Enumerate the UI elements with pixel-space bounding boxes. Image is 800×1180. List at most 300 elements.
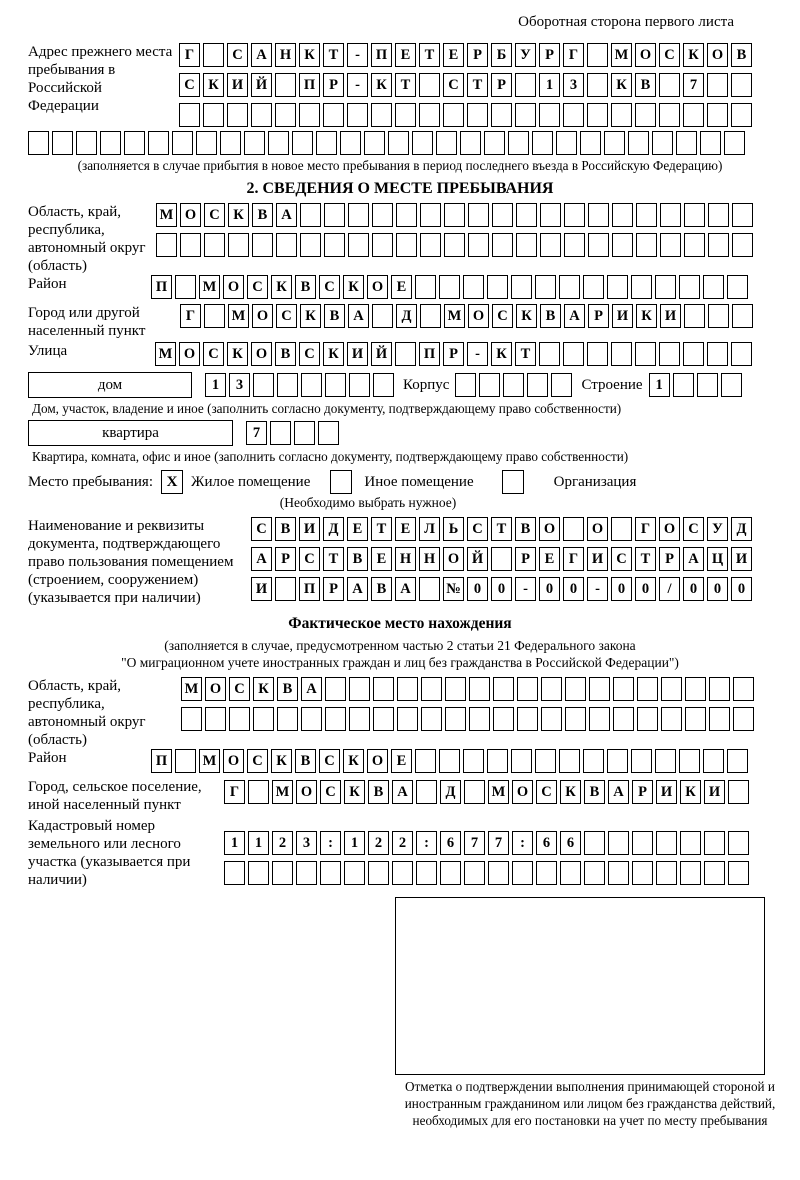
char-cell[interactable]: О bbox=[539, 517, 560, 541]
char-cell[interactable] bbox=[443, 103, 464, 127]
char-cell[interactable]: А bbox=[564, 304, 585, 328]
char-cell[interactable]: С bbox=[320, 780, 341, 804]
char-cell[interactable]: К bbox=[560, 780, 581, 804]
char-cell[interactable] bbox=[324, 233, 345, 257]
char-cell[interactable] bbox=[511, 749, 532, 773]
char-cell[interactable]: Н bbox=[275, 43, 296, 67]
char-cell[interactable]: А bbox=[395, 577, 416, 601]
char-cell[interactable]: О bbox=[296, 780, 317, 804]
char-cell[interactable]: О bbox=[512, 780, 533, 804]
char-cell[interactable]: О bbox=[223, 749, 244, 773]
char-cell[interactable]: С bbox=[611, 547, 632, 571]
char-cell[interactable]: 6 bbox=[536, 831, 557, 855]
char-cell[interactable] bbox=[527, 373, 548, 397]
char-cell[interactable]: Д bbox=[323, 517, 344, 541]
char-cell[interactable] bbox=[464, 861, 485, 885]
char-cell[interactable]: Д bbox=[396, 304, 417, 328]
char-cell[interactable] bbox=[296, 861, 317, 885]
char-cell[interactable] bbox=[412, 131, 433, 155]
char-cell[interactable]: 7 bbox=[683, 73, 704, 97]
char-cell[interactable] bbox=[275, 103, 296, 127]
char-cell[interactable]: К bbox=[299, 43, 320, 67]
char-cell[interactable]: С bbox=[319, 275, 340, 299]
char-cell[interactable]: К bbox=[300, 304, 321, 328]
actual-city-row[interactable] bbox=[224, 780, 749, 804]
actual-region-row-2[interactable] bbox=[181, 707, 754, 731]
char-cell[interactable]: А bbox=[347, 577, 368, 601]
city-row[interactable] bbox=[180, 304, 753, 328]
char-cell[interactable] bbox=[464, 780, 485, 804]
char-cell[interactable]: Е bbox=[391, 275, 412, 299]
char-cell[interactable] bbox=[179, 103, 200, 127]
char-cell[interactable]: Р bbox=[588, 304, 609, 328]
char-cell[interactable]: С bbox=[251, 517, 272, 541]
char-cell[interactable]: Г bbox=[224, 780, 245, 804]
char-cell[interactable] bbox=[416, 780, 437, 804]
char-cell[interactable] bbox=[277, 373, 298, 397]
char-cell[interactable]: 6 bbox=[440, 831, 461, 855]
char-cell[interactable]: О bbox=[635, 43, 656, 67]
char-cell[interactable]: 0 bbox=[707, 577, 728, 601]
char-cell[interactable] bbox=[227, 103, 248, 127]
stay-type-organization-checkbox[interactable] bbox=[502, 470, 524, 494]
char-cell[interactable]: О bbox=[180, 203, 201, 227]
stroenie-boxes[interactable] bbox=[649, 373, 742, 397]
stay-type-other-checkbox[interactable] bbox=[330, 470, 352, 494]
char-cell[interactable] bbox=[709, 707, 730, 731]
char-cell[interactable]: № bbox=[443, 577, 464, 601]
char-cell[interactable] bbox=[703, 275, 724, 299]
char-cell[interactable] bbox=[300, 233, 321, 257]
char-cell[interactable]: К bbox=[636, 304, 657, 328]
char-cell[interactable] bbox=[493, 677, 514, 701]
char-cell[interactable] bbox=[484, 131, 505, 155]
char-cell[interactable] bbox=[532, 131, 553, 155]
char-cell[interactable]: С bbox=[247, 749, 268, 773]
actual-district-row[interactable] bbox=[151, 749, 748, 773]
char-cell[interactable]: Т bbox=[323, 547, 344, 571]
char-cell[interactable]: В bbox=[635, 73, 656, 97]
char-cell[interactable] bbox=[276, 233, 297, 257]
char-cell[interactable] bbox=[372, 203, 393, 227]
char-cell[interactable] bbox=[676, 131, 697, 155]
char-cell[interactable] bbox=[732, 203, 753, 227]
korpus-boxes[interactable] bbox=[455, 373, 572, 397]
char-cell[interactable]: К bbox=[253, 677, 274, 701]
char-cell[interactable]: В bbox=[584, 780, 605, 804]
char-cell[interactable] bbox=[515, 103, 536, 127]
street-row[interactable] bbox=[155, 342, 752, 366]
char-cell[interactable]: И bbox=[656, 780, 677, 804]
actual-region-row-1[interactable] bbox=[181, 677, 754, 701]
char-cell[interactable]: О bbox=[179, 342, 200, 366]
char-cell[interactable]: К bbox=[516, 304, 537, 328]
document-row-2[interactable] bbox=[251, 547, 752, 571]
char-cell[interactable] bbox=[583, 749, 604, 773]
char-cell[interactable] bbox=[248, 861, 269, 885]
char-cell[interactable] bbox=[655, 275, 676, 299]
char-cell[interactable] bbox=[559, 749, 580, 773]
char-cell[interactable] bbox=[564, 203, 585, 227]
char-cell[interactable] bbox=[488, 861, 509, 885]
char-cell[interactable] bbox=[565, 677, 586, 701]
char-cell[interactable] bbox=[436, 131, 457, 155]
char-cell[interactable] bbox=[440, 861, 461, 885]
char-cell[interactable]: Е bbox=[347, 517, 368, 541]
char-cell[interactable]: 1 bbox=[649, 373, 670, 397]
char-cell[interactable] bbox=[731, 73, 752, 97]
char-cell[interactable] bbox=[628, 131, 649, 155]
char-cell[interactable]: С bbox=[276, 304, 297, 328]
char-cell[interactable] bbox=[491, 547, 512, 571]
char-cell[interactable] bbox=[660, 203, 681, 227]
char-cell[interactable]: Г bbox=[563, 43, 584, 67]
char-cell[interactable]: Р bbox=[323, 73, 344, 97]
char-cell[interactable]: 3 bbox=[229, 373, 250, 397]
char-cell[interactable]: П bbox=[419, 342, 440, 366]
char-cell[interactable]: Р bbox=[659, 547, 680, 571]
char-cell[interactable] bbox=[421, 707, 442, 731]
char-cell[interactable] bbox=[320, 861, 341, 885]
char-cell[interactable] bbox=[517, 707, 538, 731]
char-cell[interactable]: О bbox=[659, 517, 680, 541]
char-cell[interactable] bbox=[100, 131, 121, 155]
char-cell[interactable] bbox=[540, 233, 561, 257]
char-cell[interactable]: Л bbox=[419, 517, 440, 541]
char-cell[interactable]: Р bbox=[275, 547, 296, 571]
char-cell[interactable]: Т bbox=[635, 547, 656, 571]
char-cell[interactable] bbox=[559, 275, 580, 299]
char-cell[interactable] bbox=[613, 707, 634, 731]
char-cell[interactable]: 0 bbox=[563, 577, 584, 601]
char-cell[interactable] bbox=[536, 861, 557, 885]
char-cell[interactable]: В bbox=[277, 677, 298, 701]
char-cell[interactable]: - bbox=[587, 577, 608, 601]
char-cell[interactable] bbox=[700, 131, 721, 155]
char-cell[interactable] bbox=[563, 342, 584, 366]
char-cell[interactable]: И bbox=[704, 780, 725, 804]
char-cell[interactable]: : bbox=[320, 831, 341, 855]
apartment-number-boxes[interactable] bbox=[246, 421, 339, 445]
char-cell[interactable] bbox=[656, 861, 677, 885]
char-cell[interactable]: О bbox=[707, 43, 728, 67]
char-cell[interactable]: П bbox=[299, 577, 320, 601]
char-cell[interactable]: С bbox=[203, 342, 224, 366]
char-cell[interactable] bbox=[551, 373, 572, 397]
char-cell[interactable] bbox=[540, 203, 561, 227]
char-cell[interactable]: 0 bbox=[491, 577, 512, 601]
char-cell[interactable]: А bbox=[608, 780, 629, 804]
char-cell[interactable]: К bbox=[343, 275, 364, 299]
char-cell[interactable] bbox=[636, 233, 657, 257]
char-cell[interactable]: Р bbox=[491, 73, 512, 97]
char-cell[interactable]: 0 bbox=[467, 577, 488, 601]
char-cell[interactable] bbox=[469, 677, 490, 701]
char-cell[interactable]: О bbox=[223, 275, 244, 299]
char-cell[interactable] bbox=[583, 275, 604, 299]
char-cell[interactable] bbox=[560, 861, 581, 885]
char-cell[interactable] bbox=[587, 342, 608, 366]
char-cell[interactable] bbox=[253, 707, 274, 731]
char-cell[interactable] bbox=[563, 103, 584, 127]
char-cell[interactable] bbox=[395, 103, 416, 127]
char-cell[interactable] bbox=[299, 103, 320, 127]
prev-address-row-1[interactable] bbox=[179, 43, 752, 67]
char-cell[interactable] bbox=[512, 861, 533, 885]
char-cell[interactable]: С bbox=[536, 780, 557, 804]
char-cell[interactable] bbox=[421, 677, 442, 701]
char-cell[interactable]: Р bbox=[539, 43, 560, 67]
char-cell[interactable] bbox=[323, 103, 344, 127]
char-cell[interactable] bbox=[661, 677, 682, 701]
char-cell[interactable] bbox=[608, 831, 629, 855]
char-cell[interactable] bbox=[607, 749, 628, 773]
char-cell[interactable]: С bbox=[467, 517, 488, 541]
char-cell[interactable] bbox=[584, 831, 605, 855]
char-cell[interactable] bbox=[704, 861, 725, 885]
char-cell[interactable]: 7 bbox=[464, 831, 485, 855]
char-cell[interactable]: В bbox=[295, 275, 316, 299]
char-cell[interactable]: С bbox=[299, 342, 320, 366]
char-cell[interactable]: Р bbox=[515, 547, 536, 571]
char-cell[interactable] bbox=[587, 73, 608, 97]
stay-type-residential-checkbox[interactable]: X bbox=[161, 470, 183, 494]
char-cell[interactable] bbox=[541, 707, 562, 731]
char-cell[interactable] bbox=[563, 517, 584, 541]
char-cell[interactable]: О bbox=[443, 547, 464, 571]
char-cell[interactable]: К bbox=[344, 780, 365, 804]
char-cell[interactable] bbox=[373, 707, 394, 731]
char-cell[interactable] bbox=[611, 342, 632, 366]
char-cell[interactable]: К bbox=[323, 342, 344, 366]
char-cell[interactable] bbox=[660, 233, 681, 257]
char-cell[interactable] bbox=[300, 203, 321, 227]
char-cell[interactable] bbox=[637, 707, 658, 731]
char-cell[interactable]: А bbox=[276, 203, 297, 227]
char-cell[interactable] bbox=[181, 707, 202, 731]
char-cell[interactable] bbox=[492, 233, 513, 257]
char-cell[interactable]: 3 bbox=[296, 831, 317, 855]
cadastral-row-1[interactable] bbox=[224, 831, 749, 855]
char-cell[interactable] bbox=[732, 233, 753, 257]
char-cell[interactable] bbox=[709, 677, 730, 701]
char-cell[interactable]: 0 bbox=[539, 577, 560, 601]
char-cell[interactable] bbox=[76, 131, 97, 155]
char-cell[interactable] bbox=[204, 233, 225, 257]
char-cell[interactable] bbox=[588, 203, 609, 227]
char-cell[interactable]: И bbox=[299, 517, 320, 541]
char-cell[interactable] bbox=[661, 707, 682, 731]
char-cell[interactable] bbox=[203, 103, 224, 127]
char-cell[interactable] bbox=[229, 707, 250, 731]
char-cell[interactable]: Й bbox=[371, 342, 392, 366]
char-cell[interactable]: В bbox=[515, 517, 536, 541]
char-cell[interactable] bbox=[419, 103, 440, 127]
char-cell[interactable] bbox=[727, 749, 748, 773]
char-cell[interactable] bbox=[704, 831, 725, 855]
char-cell[interactable] bbox=[397, 677, 418, 701]
char-cell[interactable]: Й bbox=[467, 547, 488, 571]
char-cell[interactable] bbox=[491, 103, 512, 127]
char-cell[interactable]: 0 bbox=[683, 577, 704, 601]
char-cell[interactable]: Т bbox=[323, 43, 344, 67]
char-cell[interactable] bbox=[445, 707, 466, 731]
char-cell[interactable] bbox=[565, 707, 586, 731]
char-cell[interactable] bbox=[503, 373, 524, 397]
char-cell[interactable] bbox=[340, 131, 361, 155]
char-cell[interactable] bbox=[679, 749, 700, 773]
char-cell[interactable] bbox=[517, 677, 538, 701]
region-row-1[interactable] bbox=[156, 203, 753, 227]
char-cell[interactable]: С bbox=[443, 73, 464, 97]
char-cell[interactable] bbox=[301, 373, 322, 397]
char-cell[interactable] bbox=[175, 749, 196, 773]
char-cell[interactable]: Н bbox=[395, 547, 416, 571]
char-cell[interactable] bbox=[515, 73, 536, 97]
char-cell[interactable]: М bbox=[199, 749, 220, 773]
char-cell[interactable]: - bbox=[347, 73, 368, 97]
char-cell[interactable]: 7 bbox=[246, 421, 267, 445]
char-cell[interactable] bbox=[708, 233, 729, 257]
char-cell[interactable] bbox=[492, 203, 513, 227]
char-cell[interactable] bbox=[673, 373, 694, 397]
char-cell[interactable]: Е bbox=[395, 43, 416, 67]
char-cell[interactable] bbox=[721, 373, 742, 397]
char-cell[interactable] bbox=[268, 131, 289, 155]
char-cell[interactable] bbox=[156, 233, 177, 257]
region-row-2[interactable] bbox=[156, 233, 753, 257]
char-cell[interactable]: С bbox=[227, 43, 248, 67]
char-cell[interactable] bbox=[659, 73, 680, 97]
char-cell[interactable] bbox=[541, 677, 562, 701]
char-cell[interactable]: П bbox=[151, 275, 172, 299]
char-cell[interactable] bbox=[439, 275, 460, 299]
char-cell[interactable] bbox=[587, 103, 608, 127]
char-cell[interactable]: Р bbox=[443, 342, 464, 366]
char-cell[interactable] bbox=[467, 103, 488, 127]
char-cell[interactable] bbox=[580, 131, 601, 155]
char-cell[interactable]: К bbox=[228, 203, 249, 227]
char-cell[interactable]: С bbox=[229, 677, 250, 701]
char-cell[interactable] bbox=[420, 304, 441, 328]
house-field-box[interactable]: дом bbox=[28, 372, 192, 398]
char-cell[interactable]: А bbox=[251, 43, 272, 67]
char-cell[interactable]: Р bbox=[467, 43, 488, 67]
char-cell[interactable]: Б bbox=[491, 43, 512, 67]
char-cell[interactable] bbox=[416, 861, 437, 885]
char-cell[interactable] bbox=[392, 861, 413, 885]
char-cell[interactable]: П bbox=[299, 73, 320, 97]
char-cell[interactable] bbox=[732, 304, 753, 328]
char-cell[interactable] bbox=[728, 780, 749, 804]
char-cell[interactable] bbox=[228, 233, 249, 257]
char-cell[interactable] bbox=[415, 749, 436, 773]
char-cell[interactable] bbox=[707, 73, 728, 97]
char-cell[interactable] bbox=[584, 861, 605, 885]
char-cell[interactable]: К bbox=[343, 749, 364, 773]
char-cell[interactable] bbox=[680, 861, 701, 885]
char-cell[interactable] bbox=[220, 131, 241, 155]
char-cell[interactable] bbox=[373, 677, 394, 701]
char-cell[interactable] bbox=[707, 342, 728, 366]
char-cell[interactable]: М bbox=[181, 677, 202, 701]
char-cell[interactable] bbox=[612, 233, 633, 257]
char-cell[interactable]: Е bbox=[443, 43, 464, 67]
char-cell[interactable] bbox=[348, 233, 369, 257]
char-cell[interactable] bbox=[148, 131, 169, 155]
char-cell[interactable] bbox=[396, 203, 417, 227]
char-cell[interactable]: Ь bbox=[443, 517, 464, 541]
char-cell[interactable] bbox=[631, 749, 652, 773]
char-cell[interactable]: 0 bbox=[635, 577, 656, 601]
char-cell[interactable]: К bbox=[227, 342, 248, 366]
document-row-1[interactable] bbox=[251, 517, 752, 541]
char-cell[interactable] bbox=[684, 304, 705, 328]
char-cell[interactable] bbox=[444, 203, 465, 227]
char-cell[interactable] bbox=[587, 43, 608, 67]
char-cell[interactable] bbox=[631, 275, 652, 299]
char-cell[interactable] bbox=[613, 677, 634, 701]
char-cell[interactable] bbox=[252, 233, 273, 257]
char-cell[interactable]: О bbox=[468, 304, 489, 328]
char-cell[interactable]: В bbox=[252, 203, 273, 227]
char-cell[interactable] bbox=[516, 203, 537, 227]
char-cell[interactable] bbox=[632, 861, 653, 885]
char-cell[interactable] bbox=[395, 342, 416, 366]
char-cell[interactable] bbox=[175, 275, 196, 299]
char-cell[interactable]: 1 bbox=[224, 831, 245, 855]
char-cell[interactable]: В bbox=[368, 780, 389, 804]
char-cell[interactable] bbox=[275, 577, 296, 601]
char-cell[interactable] bbox=[612, 203, 633, 227]
char-cell[interactable] bbox=[277, 707, 298, 731]
char-cell[interactable] bbox=[707, 103, 728, 127]
char-cell[interactable] bbox=[325, 677, 346, 701]
char-cell[interactable] bbox=[637, 677, 658, 701]
char-cell[interactable]: О bbox=[205, 677, 226, 701]
char-cell[interactable]: М bbox=[444, 304, 465, 328]
char-cell[interactable]: М bbox=[488, 780, 509, 804]
char-cell[interactable] bbox=[685, 707, 706, 731]
char-cell[interactable]: 6 bbox=[560, 831, 581, 855]
char-cell[interactable]: С bbox=[683, 517, 704, 541]
char-cell[interactable]: : bbox=[416, 831, 437, 855]
char-cell[interactable] bbox=[316, 131, 337, 155]
char-cell[interactable]: И bbox=[251, 577, 272, 601]
char-cell[interactable]: 1 bbox=[539, 73, 560, 97]
char-cell[interactable] bbox=[469, 707, 490, 731]
char-cell[interactable]: С bbox=[204, 203, 225, 227]
char-cell[interactable]: М bbox=[228, 304, 249, 328]
char-cell[interactable] bbox=[728, 861, 749, 885]
char-cell[interactable] bbox=[680, 831, 701, 855]
char-cell[interactable] bbox=[272, 861, 293, 885]
char-cell[interactable] bbox=[172, 131, 193, 155]
char-cell[interactable] bbox=[349, 373, 370, 397]
char-cell[interactable]: А bbox=[251, 547, 272, 571]
char-cell[interactable] bbox=[728, 831, 749, 855]
char-cell[interactable] bbox=[419, 577, 440, 601]
char-cell[interactable]: О bbox=[252, 304, 273, 328]
char-cell[interactable] bbox=[659, 342, 680, 366]
char-cell[interactable] bbox=[248, 780, 269, 804]
char-cell[interactable]: В bbox=[275, 517, 296, 541]
char-cell[interactable]: У bbox=[515, 43, 536, 67]
char-cell[interactable]: С bbox=[492, 304, 513, 328]
char-cell[interactable] bbox=[292, 131, 313, 155]
char-cell[interactable] bbox=[535, 749, 556, 773]
char-cell[interactable]: И bbox=[612, 304, 633, 328]
